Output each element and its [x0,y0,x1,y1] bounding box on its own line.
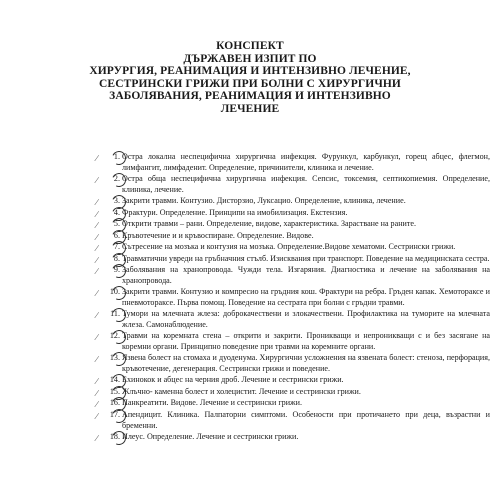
topic-number: 17. [109,409,120,419]
topic-text: Сътресение на мозъка и контузия на мозъка. Определение.Видове хематоми. Сестрински грижи. [122,242,456,252]
title-line-2: ДЪРЖАВЕН ИЗПИТ ПО [183,52,317,65]
check-mark-icon: ∕ [96,175,98,186]
title-line-6: ЛЕЧЕНИЕ [220,102,280,115]
topic-item [96,386,490,398]
topic-number: 4. [113,207,120,217]
topic-text: Язвена болест на стомаха и дуоденума. Хирургични усложнения на язвената болест: стеноза, перфорация, кръвотечение, дегенерация. Сестрински грижи и поведение. [122,353,490,373]
topic-number: 7. [113,242,120,252]
title-line-3: ХИРУРГИЯ, РЕАНИМАЦИЯ И ИНТЕНЗИВНО ЛЕЧЕНИЕ, [89,65,411,77]
topic-text: Открити травми – рани. Определение, видове, характеристика. Зарастване на раните. [122,219,417,229]
topic-item [96,265,490,286]
topic-text: Травматични увреди на гръбначния стълб. Изисквания при транспорт. Поведение на медицинската сестра. [122,253,490,263]
topic-text: Кръвотечение и и кръвоспиране. Определение. Видове. [122,230,314,240]
check-mark-icon: ∕ [96,220,98,231]
topic-number: 2. [113,174,120,184]
topic-number: 5. [113,219,120,229]
topic-item [96,309,490,330]
topic-item [96,207,490,219]
check-mark-icon: ∕ [96,243,98,254]
check-mark-icon: ∕ [96,310,98,321]
topic-number: 9. [113,265,120,275]
topic-number: 6. [113,230,120,240]
topic-text: Травми на коремната стена – открити и закрити. Проникващи и непроникващи с и без засягане на коремни органи. Принципно поведение при травми на коремните органи. [122,331,490,351]
topic-item [96,196,490,208]
check-mark-icon: ∕ [96,153,98,163]
check-mark-icon: ∕ [96,208,98,219]
topic-item [96,230,490,242]
topic-number: 18. [109,431,120,441]
topic-item [96,219,490,231]
topic-number: 10. [109,287,120,297]
topic-item [96,431,490,443]
topic-text: Закрити травми. Контузио. Дисторзио, Луксацио. Определение, клиника, лечение. [122,196,406,206]
topic-number: 15. [109,386,120,396]
check-mark-icon: ∕ [96,354,98,365]
document-title [60,40,440,115]
topic-text: Илеус. Определение. Лечение и сестрински грижи. [122,431,299,441]
title-line-4: СЕСТРИНСКИ ГРИЖИ ПРИ БОЛНИ С ХИРУРГИЧНИ [99,77,401,90]
topic-number: 11. [110,309,120,319]
topic-item [96,253,490,265]
topic-text: Панкреатити. Видове. Лечение и сестрински грижи. [122,398,302,408]
topic-text: Остра локална неспецифична хирургична инфекция. Фурункул, карбункул, горещ абцес, флегмон, лимфангит, лимфаденит. Определение, причинители, клиника и лечение. [122,152,490,172]
topic-number: 14. [109,375,120,385]
check-mark-icon: ∕ [96,288,98,299]
check-mark-icon: ∕ [96,410,98,421]
topic-item [96,409,490,431]
topic-item [96,152,490,173]
topic-number: 12. [109,331,120,341]
topic-item [96,287,490,308]
topic-text: Фрактури. Определение. Принципи на имобилизация. Екстензия. [122,207,348,217]
topic-item [96,331,490,352]
topic-text: Апендицит. Клиника. Палпаторни симптоми. Особености при протичането при деца, възрастни и бременни. [122,409,490,430]
topic-text: Заболявания на хранопровода. Чужди тела. Изгаряния. Диагностика и лечение на заболявания на хранопровода. [122,265,490,285]
check-mark-icon: ∕ [96,197,98,208]
topic-number: 8. [113,253,120,263]
check-mark-icon: ∕ [96,231,98,242]
topic-text: Жлъчно- каменна болест и холецистит. Лечение и сестрински грижи. [122,386,361,396]
title-line-1: КОНСПЕКТ [216,40,284,52]
check-mark-icon: ∕ [96,332,98,343]
topic-item [96,353,490,374]
title-line-5: ЗАБОЛЯВАНИЯ, РЕАНИМАЦИЯ И ИНТЕНЗИВНО [109,90,391,102]
topic-list [96,152,490,443]
topic-number: 16. [109,398,120,408]
check-mark-icon: ∕ [96,376,98,387]
check-mark-icon: ∕ [96,432,98,443]
check-mark-icon: ∕ [96,387,98,398]
check-mark-icon: ∕ [96,399,98,410]
check-mark-icon: ∕ [96,254,98,265]
check-mark-icon: ∕ [96,266,98,277]
topic-item [96,174,490,195]
topic-number: 3. [113,196,120,206]
topic-number: 1. [113,152,120,161]
topic-text: Закрити травми. Контузио и компресио на гръдния кош. Фрактури на ребра. Гръден капак. Хемотораксе и пневмотораксе. Първа помощ. Поведение на сестрата при болни с гръдни травми. [122,287,490,307]
topic-item [96,398,490,410]
topic-item [96,375,490,387]
topic-text: Тумори на млечната жлеза: доброкачествени и злокачествени. Профилактика на туморите на млечната жлеза. Самонаблюдение. [122,309,490,329]
topic-number: 13. [109,353,120,363]
topic-text: Ехинокок и абцес на черния дроб. Лечение и сестрински грижи. [122,375,344,385]
topic-item [96,242,490,254]
topic-text: Остра обща неспецифична хирургична инфекция. Сепсис, токсемия, септикопиемия. Определение, клиника, лечение. [122,174,490,194]
